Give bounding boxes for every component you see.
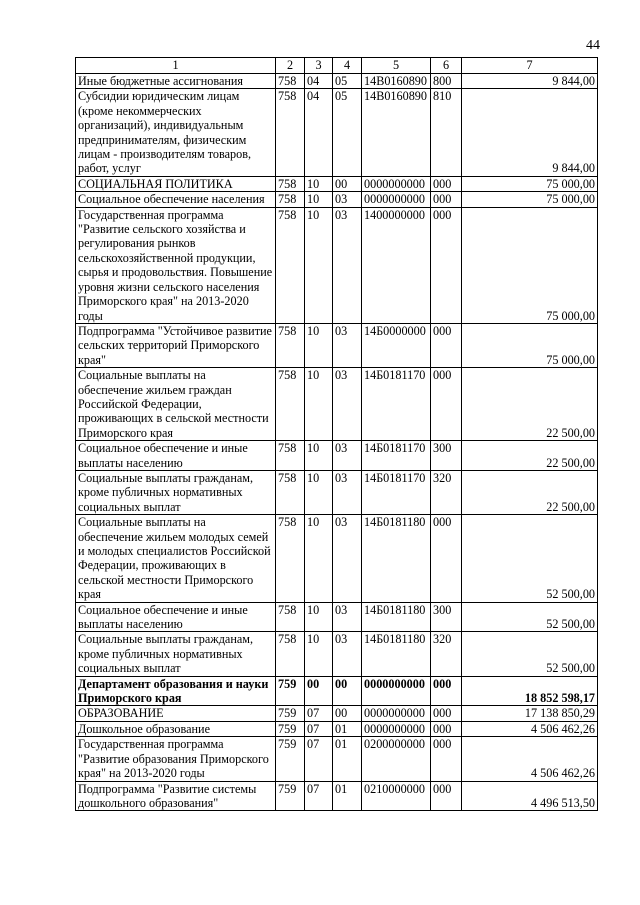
row-name: Департамент образования и науки Приморского края [76, 676, 276, 706]
row-amount: 9 844,00 [462, 74, 598, 89]
table-row [76, 781, 598, 811]
row-target-code: 0000000000 [362, 721, 431, 736]
row-section-code: 07 [305, 737, 333, 781]
row-amount: 9 844,00 [462, 89, 598, 176]
row-ministry-code: 759 [276, 721, 305, 736]
row-target-code: 0000000000 [362, 192, 431, 207]
row-section-code: 10 [305, 368, 333, 441]
row-section-code: 10 [305, 323, 333, 367]
row-section-code: 10 [305, 602, 333, 632]
column-header: 7 [462, 58, 598, 74]
row-name: Социальное обеспечение населения [76, 192, 276, 207]
row-amount: 22 500,00 [462, 441, 598, 471]
table-row [76, 676, 598, 706]
row-expense-type: 000 [431, 192, 462, 207]
row-target-code: 14Б0181170 [362, 368, 431, 441]
row-target-code: 0200000000 [362, 737, 431, 781]
table-row [76, 368, 598, 441]
row-target-code: 14В0160890 [362, 89, 431, 176]
table-row [76, 737, 598, 781]
row-subsection-code: 03 [333, 602, 362, 632]
row-ministry-code: 758 [276, 176, 305, 191]
row-expense-type: 000 [431, 706, 462, 721]
row-name: ОБРАЗОВАНИЕ [76, 706, 276, 721]
row-amount: 75 000,00 [462, 207, 598, 323]
row-target-code: 14Б0181180 [362, 602, 431, 632]
row-expense-type: 000 [431, 515, 462, 602]
row-target-code: 14Б0000000 [362, 323, 431, 367]
row-ministry-code: 758 [276, 515, 305, 602]
row-expense-type: 300 [431, 441, 462, 471]
column-header: 4 [333, 58, 362, 74]
row-subsection-code: 00 [333, 706, 362, 721]
row-amount: 75 000,00 [462, 323, 598, 367]
row-name: Субсидии юридическим лицам (кроме некоммерческих организаций), индивидуальным предпринимателям, физическим лицам - производителям товаров, работ, услуг [76, 89, 276, 176]
row-name: Государственная программа "Развитие сельского хозяйства и регулирования рынков сельскохозяйственной продукции, сырья и продовольствия. Повышение уровня жизни сельского населения Приморского края" на 2013-2020 годы [76, 207, 276, 323]
table-row [76, 515, 598, 602]
page-number: 44 [586, 38, 600, 53]
row-section-code: 10 [305, 515, 333, 602]
row-target-code: 14Б0181180 [362, 515, 431, 602]
row-name: Социальное обеспечение и иные выплаты населению [76, 441, 276, 471]
row-section-code: 07 [305, 706, 333, 721]
row-amount: 52 500,00 [462, 632, 598, 676]
row-subsection-code: 01 [333, 781, 362, 811]
row-target-code: 0000000000 [362, 676, 431, 706]
row-ministry-code: 759 [276, 737, 305, 781]
column-header: 3 [305, 58, 333, 74]
table-row [76, 602, 598, 632]
table-row [76, 192, 598, 207]
row-amount: 4 496 513,50 [462, 781, 598, 811]
row-target-code: 14Б0181180 [362, 632, 431, 676]
row-ministry-code: 759 [276, 781, 305, 811]
row-ministry-code: 758 [276, 441, 305, 471]
row-expense-type: 000 [431, 737, 462, 781]
row-section-code: 10 [305, 441, 333, 471]
row-ministry-code: 758 [276, 368, 305, 441]
row-amount: 18 852 598,17 [462, 676, 598, 706]
row-ministry-code: 758 [276, 207, 305, 323]
row-expense-type: 320 [431, 470, 462, 514]
table-row [76, 706, 598, 721]
row-ministry-code: 759 [276, 706, 305, 721]
row-section-code: 10 [305, 207, 333, 323]
row-name: Социальные выплаты гражданам, кроме публичных нормативных социальных выплат [76, 632, 276, 676]
row-subsection-code: 05 [333, 74, 362, 89]
row-expense-type: 800 [431, 74, 462, 89]
row-ministry-code: 758 [276, 192, 305, 207]
row-target-code: 14Б0181170 [362, 441, 431, 471]
row-name: Дошкольное образование [76, 721, 276, 736]
row-subsection-code: 03 [333, 632, 362, 676]
table-row [76, 323, 598, 367]
row-subsection-code: 01 [333, 737, 362, 781]
table-row [76, 441, 598, 471]
row-target-code: 14В0160890 [362, 74, 431, 89]
column-header: 5 [362, 58, 431, 74]
row-expense-type: 000 [431, 781, 462, 811]
row-section-code: 10 [305, 192, 333, 207]
table-row [76, 470, 598, 514]
row-name: Социальные выплаты на обеспечение жильем молодых семей и молодых специалистов Российской Федерации, проживающих в сельской местности Приморского края [76, 515, 276, 602]
row-name: Подпрограмма "Устойчивое развитие сельских территорий Приморского края" [76, 323, 276, 367]
row-expense-type: 000 [431, 368, 462, 441]
column-header: 2 [276, 58, 305, 74]
row-ministry-code: 759 [276, 676, 305, 706]
row-expense-type: 320 [431, 632, 462, 676]
row-amount: 4 506 462,26 [462, 737, 598, 781]
row-expense-type: 000 [431, 721, 462, 736]
row-subsection-code: 05 [333, 89, 362, 176]
row-target-code: 0000000000 [362, 706, 431, 721]
row-section-code: 04 [305, 89, 333, 176]
table-header-row [76, 58, 598, 74]
row-expense-type: 810 [431, 89, 462, 176]
row-subsection-code: 03 [333, 323, 362, 367]
column-header: 1 [76, 58, 276, 74]
row-amount: 17 138 850,29 [462, 706, 598, 721]
row-subsection-code: 03 [333, 368, 362, 441]
row-subsection-code: 03 [333, 207, 362, 323]
row-name: Подпрограмма "Развитие системы дошкольного образования" [76, 781, 276, 811]
row-amount: 22 500,00 [462, 470, 598, 514]
table-row [76, 89, 598, 176]
table-row [76, 721, 598, 736]
row-amount: 52 500,00 [462, 602, 598, 632]
row-name: Социальное обеспечение и иные выплаты населению [76, 602, 276, 632]
row-amount: 52 500,00 [462, 515, 598, 602]
table-row [76, 74, 598, 89]
row-expense-type: 000 [431, 207, 462, 323]
row-subsection-code: 00 [333, 676, 362, 706]
row-subsection-code: 01 [333, 721, 362, 736]
row-name: Социальные выплаты на обеспечение жильем граждан Российской Федерации, проживающих в сельской местности Приморского края [76, 368, 276, 441]
row-name: Государственная программа "Развитие образования Приморского края" на 2013-2020 годы [76, 737, 276, 781]
row-expense-type: 300 [431, 602, 462, 632]
row-section-code: 04 [305, 74, 333, 89]
row-section-code: 10 [305, 470, 333, 514]
row-section-code: 07 [305, 781, 333, 811]
row-subsection-code: 00 [333, 176, 362, 191]
column-header: 6 [431, 58, 462, 74]
row-ministry-code: 758 [276, 323, 305, 367]
budget-table-body [76, 58, 598, 811]
row-subsection-code: 03 [333, 470, 362, 514]
budget-table [75, 57, 598, 811]
row-amount: 75 000,00 [462, 192, 598, 207]
row-section-code: 10 [305, 632, 333, 676]
row-amount: 75 000,00 [462, 176, 598, 191]
table-row [76, 207, 598, 323]
table-row [76, 632, 598, 676]
row-target-code: 14Б0181170 [362, 470, 431, 514]
row-target-code: 0210000000 [362, 781, 431, 811]
row-name: Иные бюджетные ассигнования [76, 74, 276, 89]
row-subsection-code: 03 [333, 441, 362, 471]
row-name: СОЦИАЛЬНАЯ ПОЛИТИКА [76, 176, 276, 191]
row-target-code: 1400000000 [362, 207, 431, 323]
row-ministry-code: 758 [276, 89, 305, 176]
row-expense-type: 000 [431, 323, 462, 367]
row-ministry-code: 758 [276, 470, 305, 514]
row-subsection-code: 03 [333, 192, 362, 207]
row-section-code: 10 [305, 176, 333, 191]
row-name: Социальные выплаты гражданам, кроме публичных нормативных социальных выплат [76, 470, 276, 514]
row-amount: 4 506 462,26 [462, 721, 598, 736]
row-ministry-code: 758 [276, 602, 305, 632]
row-amount: 22 500,00 [462, 368, 598, 441]
row-target-code: 0000000000 [362, 176, 431, 191]
row-section-code: 00 [305, 676, 333, 706]
row-section-code: 07 [305, 721, 333, 736]
row-ministry-code: 758 [276, 74, 305, 89]
row-expense-type: 000 [431, 176, 462, 191]
table-row [76, 176, 598, 191]
row-expense-type: 000 [431, 676, 462, 706]
row-subsection-code: 03 [333, 515, 362, 602]
row-ministry-code: 758 [276, 632, 305, 676]
